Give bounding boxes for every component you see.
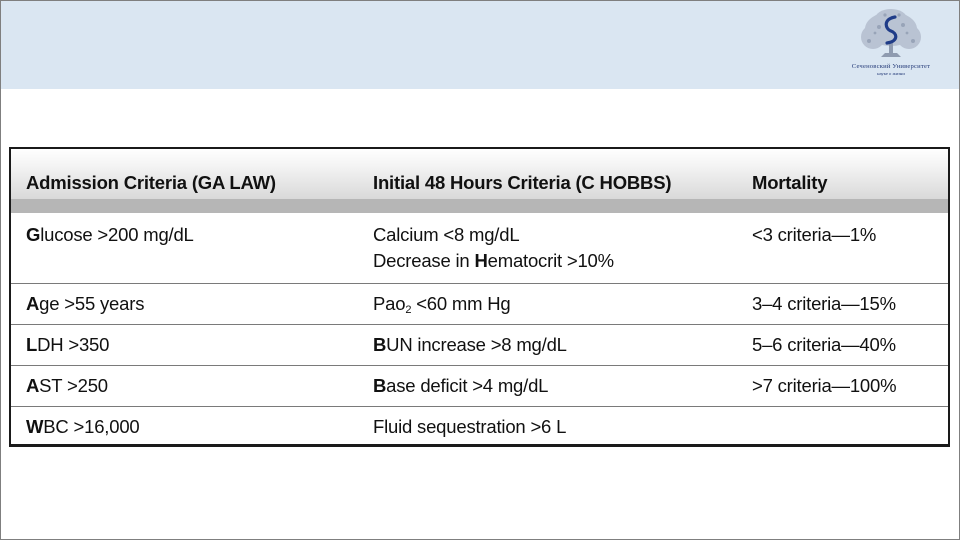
mortality-cell: <3 criteria—1% — [752, 224, 877, 245]
initial-cell — [373, 222, 614, 274]
table-row — [11, 406, 948, 447]
initial-line: Decrease in Hematocrit >10% — [373, 250, 614, 271]
table-row — [11, 213, 948, 283]
mortality-cell: 3–4 criteria—15% — [752, 293, 896, 314]
header-divider-bar — [11, 199, 948, 213]
table-row — [11, 365, 948, 407]
admission-cell: Glucose >200 mg/dL — [26, 224, 194, 245]
header-mortality: Mortality — [752, 172, 828, 193]
initial-line: Calcium <8 mg/dL — [373, 224, 520, 245]
university-logo — [835, 7, 947, 83]
initial-cell: Base deficit >4 mg/dL — [373, 375, 549, 396]
admission-cell: Age >55 years — [26, 293, 145, 314]
logo-name: Сеченовский Университет — [851, 63, 931, 70]
tree-dna-icon — [859, 7, 923, 61]
ranson-criteria-table — [9, 147, 950, 447]
table-row — [11, 324, 948, 366]
header-initial-48h: Initial 48 Hours Criteria (C HOBBS) — [373, 172, 672, 193]
initial-cell: Pao$_2$ <60 mm Hg — [373, 293, 511, 316]
admission-cell: AST >250 — [26, 375, 108, 396]
mortality-cell: >7 criteria—100% — [752, 375, 897, 396]
admission-cell: LDH >350 — [26, 334, 110, 355]
header-band — [1, 1, 959, 89]
table-row — [11, 283, 948, 325]
admission-cell: WBC >16,000 — [26, 416, 140, 437]
mortality-cell: 5–6 criteria—40% — [752, 334, 896, 355]
header-admission: Admission Criteria (GA LAW) — [26, 172, 276, 193]
initial-cell: Fluid sequestration >6 L — [373, 416, 567, 437]
logo-tagline: науке о жизни — [877, 71, 905, 76]
table-header — [11, 149, 948, 199]
initial-cell: BUN increase >8 mg/dL — [373, 334, 567, 355]
